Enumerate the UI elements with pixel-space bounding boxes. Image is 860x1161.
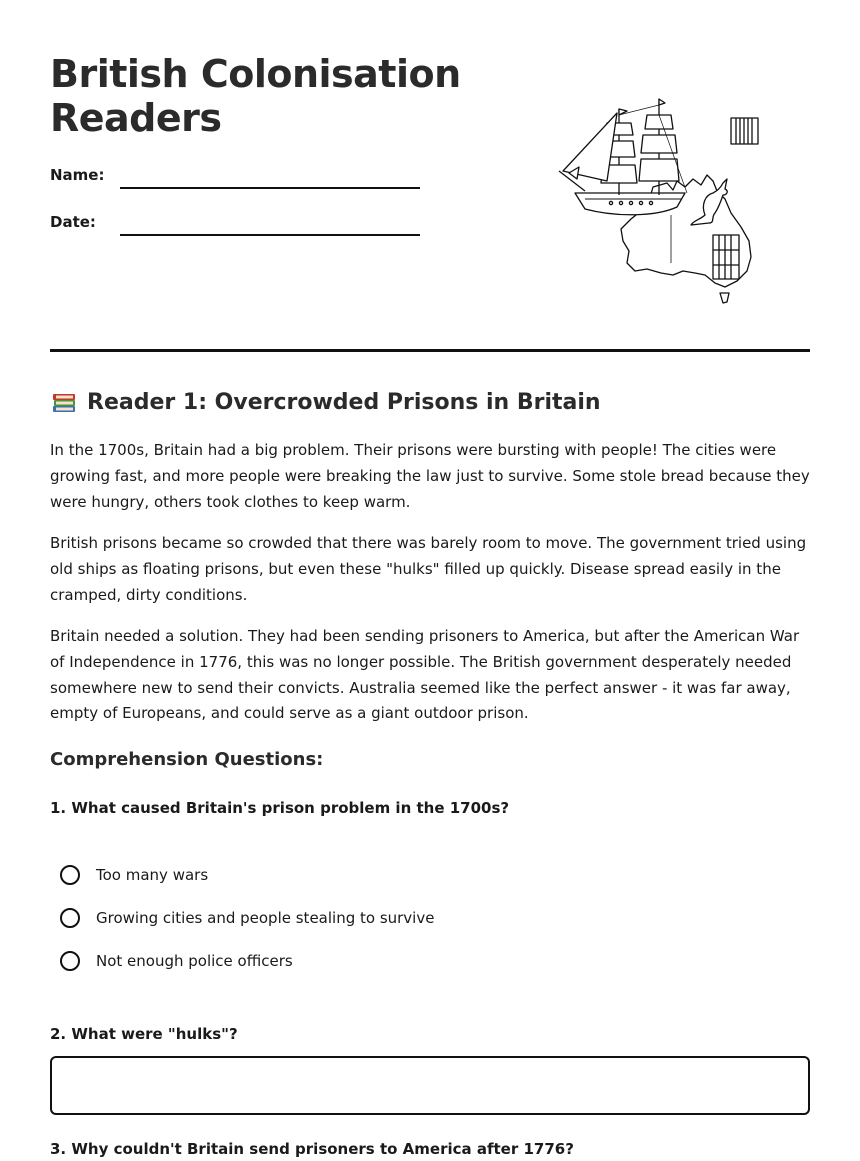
ship-and-australia-illustration [555, 95, 765, 310]
radio-button[interactable] [60, 865, 80, 885]
option-label: Not enough police officers [96, 952, 293, 970]
option-label: Growing cities and people stealing to survive [96, 909, 435, 927]
question-1-option-3[interactable] [60, 951, 293, 971]
question-3: 3. Why couldn't Britain send prisoners to America after 1776? [50, 1140, 574, 1158]
reader-title [50, 388, 601, 416]
question-1: 1. What caused Britain's prison problem in the 1700s? [50, 799, 510, 817]
title-line-1: British Colonisation [50, 52, 461, 96]
date-label: Date: [50, 213, 96, 231]
question-2-answer-box[interactable] [50, 1056, 810, 1115]
question-1-option-1[interactable] [60, 865, 208, 885]
books-icon [50, 388, 78, 416]
option-label: Too many wars [96, 866, 209, 884]
question-2: 2. What were "hulks"? [50, 1025, 238, 1043]
radio-button[interactable] [60, 908, 80, 928]
reader-paragraph-3: Britain needed a solution. They had been sending prisoners to America, but after the American War of Independence in 1776, this was no longer possible. The British government desperately needed somewhere new to send their convicts. Australia seemed like the perfect answer - it was far away, empty of Europeans, and could serve as a giant outdoor prison. [50, 627, 800, 723]
name-field[interactable] [120, 187, 420, 189]
reader-paragraph-1: In the 1700s, Britain had a big problem. Their prisons were bursting with people! The cities were growing fast, and more people were breaking the law just to survive. Some stole bread because they were hungry, others took clothes to keep warm. [50, 441, 810, 511]
reader-paragraph-2: British prisons became so crowded that there was barely room to move. The government tried using old ships as floating prisons, but even these "hulks" filled up quickly. Disease spread easily in the cramped, dirty conditions. [50, 534, 807, 604]
reader-title-text: Reader 1: Overcrowded Prisons in Britain [87, 389, 601, 415]
worksheet-title [50, 52, 461, 140]
title-line-2: Readers [50, 96, 222, 140]
radio-button[interactable] [60, 951, 80, 971]
comprehension-heading: Comprehension Questions: [50, 749, 324, 770]
question-1-option-2[interactable] [60, 908, 434, 928]
name-label: Name: [50, 166, 105, 184]
date-field[interactable] [120, 234, 420, 236]
header-divider [50, 349, 810, 352]
